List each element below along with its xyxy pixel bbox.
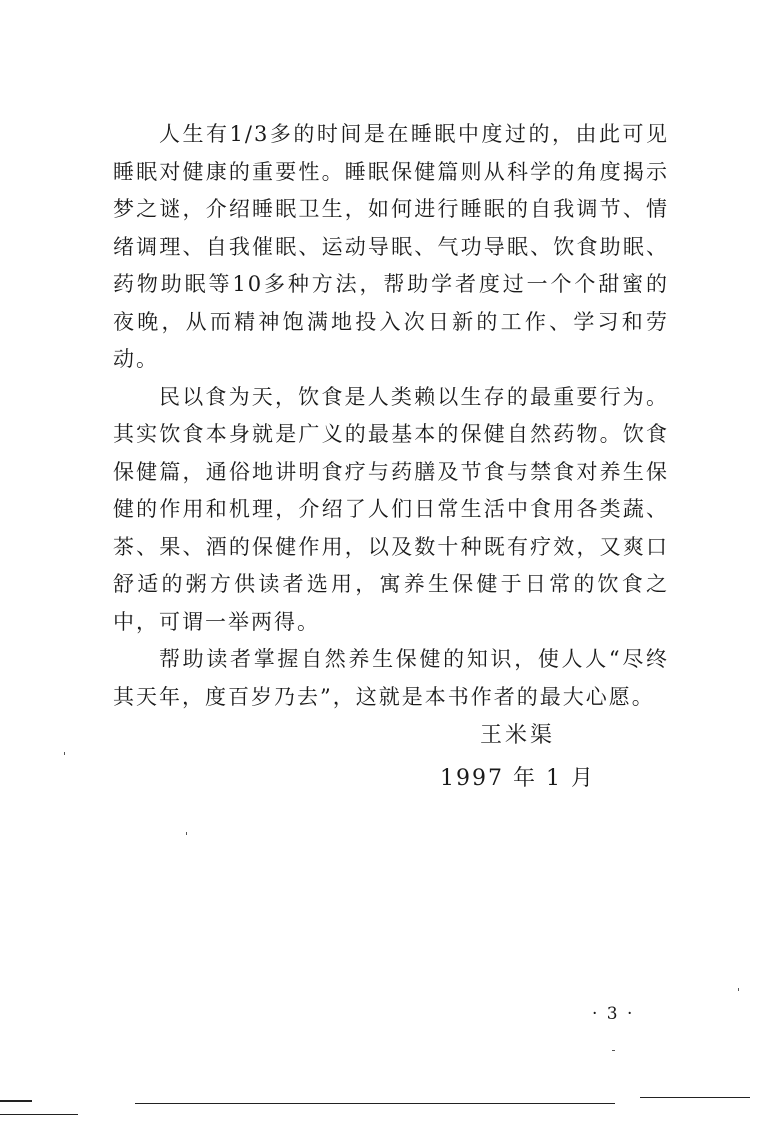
signature-date: 1997 年 1 月	[440, 766, 595, 791]
author-name: 王米渠	[480, 723, 556, 748]
paragraph-sleep: 人生有1/3多的时间是在睡眠中度过的，由此可见睡眠对健康的重要性。睡眠保健篇则从科学的角度揭示梦之谜，介绍睡眠卫生，如何进行睡眠的自我调节、情绪调理、自我催眠、运动导眠、气功导眠、饮食助眠、药物助眠等10多种方法，帮助学者度过一个个甜蜜的夜晚，从而精神饱满地投入次日新的工作、学习和劳动。	[113, 122, 669, 371]
scan-speck	[738, 988, 739, 991]
paragraph-wish: 帮助读者掌握自然养生保健的知识，使人人“尽终其天年，度百岁乃去”，这就是本书作者的最大心愿。	[113, 647, 669, 709]
scan-artifact-line	[0, 1114, 78, 1115]
paragraph-diet: 民以食为天，饮食是人类赖以生存的最重要行为。其实饮食本身就是广义的最基本的保健自然药物。饮食保健篇，通俗地讲明食疗与药膳及节食与禁食对养生保健的作用和机理，介绍了人们日常生活中食用各类蔬、茶、果、酒的保健作用，以及数十种既有疗效，又爽口舒适的粥方供读者选用，寓养生保健于日常的饮食之中，可谓一举两得。	[113, 384, 669, 634]
scan-artifact-line	[0, 1100, 32, 1102]
scan-speck	[612, 1050, 615, 1051]
scan-speck	[64, 752, 65, 755]
scan-artifact-line	[640, 1097, 750, 1098]
page-number: · 3 ·	[592, 1004, 635, 1024]
scan-speck	[186, 832, 187, 835]
scan-artifact-line	[135, 1103, 615, 1104]
preface-body	[113, 116, 669, 716]
